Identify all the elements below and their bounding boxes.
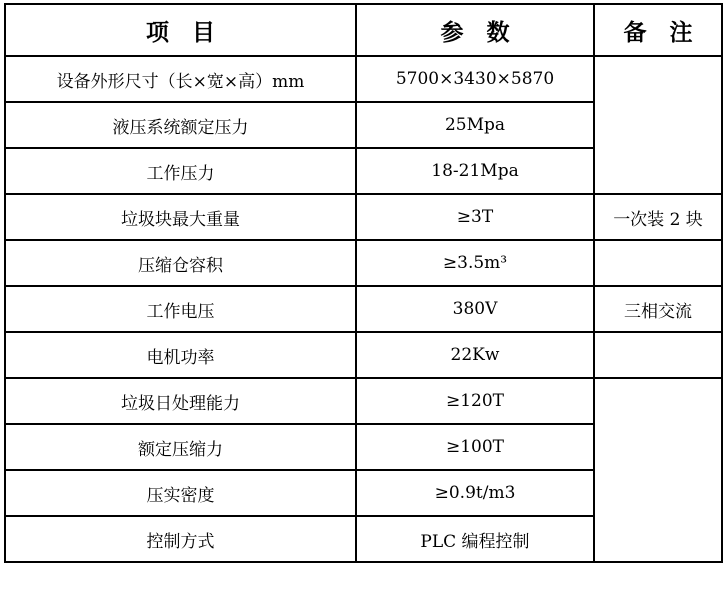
remark-cell xyxy=(594,332,722,378)
remark-cell-merged xyxy=(594,378,722,562)
remark-cell xyxy=(594,240,722,286)
param-cell: 25Mpa xyxy=(356,102,594,148)
param-cell: 22Kw xyxy=(356,332,594,378)
table-row xyxy=(5,332,722,378)
table-row xyxy=(5,240,722,286)
param-cell: ≥120T xyxy=(356,378,594,424)
item-cell: 控制方式 xyxy=(5,516,356,562)
table-row xyxy=(5,286,722,332)
item-cell: 工作压力 xyxy=(5,148,356,194)
table-row xyxy=(5,378,722,424)
item-cell: 工作电压 xyxy=(5,286,356,332)
table-row xyxy=(5,56,722,102)
header-item: 项 目 xyxy=(5,4,356,56)
header-row xyxy=(5,4,722,56)
item-cell: 电机功率 xyxy=(5,332,356,378)
header-param: 参 数 xyxy=(356,4,594,56)
remark-cell-merged xyxy=(594,56,722,194)
item-cell: 液压系统额定压力 xyxy=(5,102,356,148)
item-cell: 压实密度 xyxy=(5,470,356,516)
table-row xyxy=(5,194,722,240)
param-cell: 380V xyxy=(356,286,594,332)
remark-cell: 一次装 2 块 xyxy=(594,194,722,240)
item-cell: 垃圾块最大重量 xyxy=(5,194,356,240)
param-cell: ≥3T xyxy=(356,194,594,240)
param-cell: ≥100T xyxy=(356,424,594,470)
item-cell: 垃圾日处理能力 xyxy=(5,378,356,424)
header-remark: 备 注 xyxy=(594,4,722,56)
equipment-spec-table xyxy=(4,3,723,563)
param-cell: PLC 编程控制 xyxy=(356,516,594,562)
item-cell: 设备外形尺寸（长×宽×高）mm xyxy=(5,56,356,102)
item-cell: 额定压缩力 xyxy=(5,424,356,470)
param-cell: ≥3.5m³ xyxy=(356,240,594,286)
param-cell: ≥0.9t/m3 xyxy=(356,470,594,516)
item-cell: 压缩仓容积 xyxy=(5,240,356,286)
remark-cell: 三相交流 xyxy=(594,286,722,332)
param-cell: 18-21Mpa xyxy=(356,148,594,194)
param-cell: 5700×3430×5870 xyxy=(356,56,594,102)
